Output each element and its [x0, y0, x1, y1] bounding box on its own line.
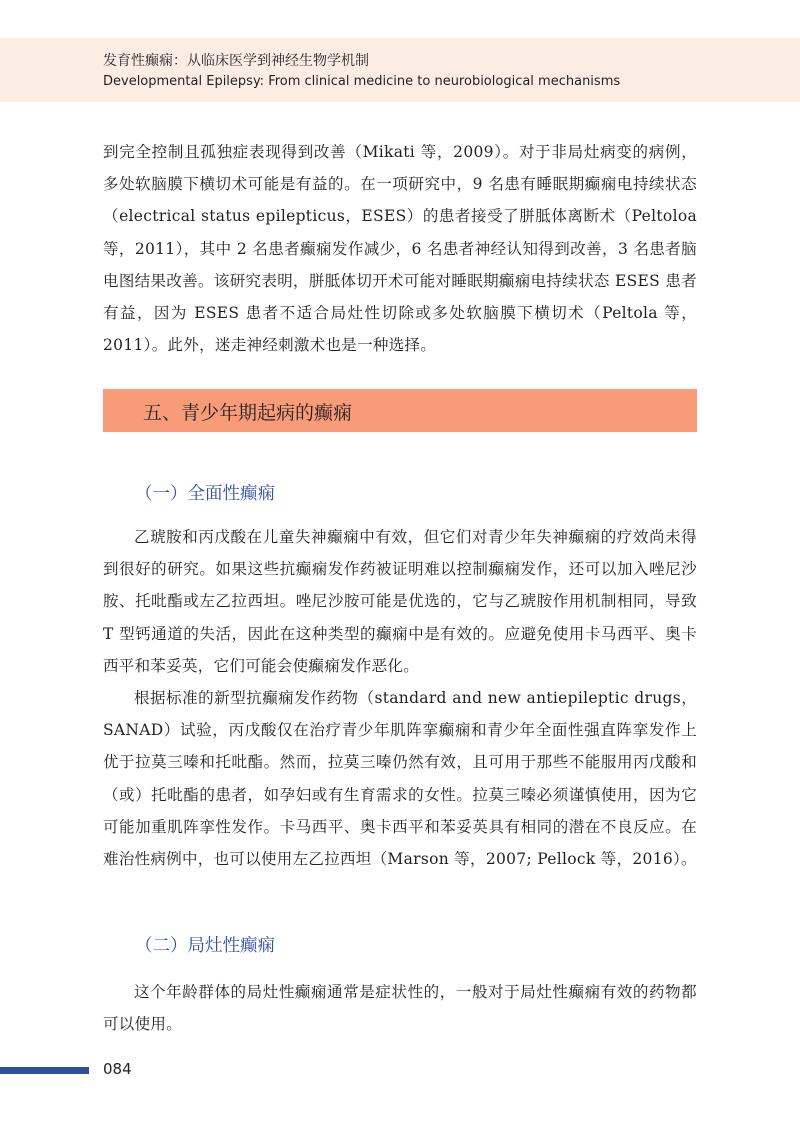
subsection-title-focal: （二）局灶性癫痫	[135, 936, 275, 956]
generalized-epilepsy-body	[103, 521, 697, 875]
section-title: 五、青少年期起病的癫痫	[143, 402, 353, 424]
subsection-title-generalized: （一）全面性癫痫	[135, 484, 275, 504]
body-paragraph: 这个年龄群体的局灶性癫痫通常是症状性的，一般对于局灶性癫痫有效的药物都可以使用。	[103, 983, 697, 1034]
header-title-chinese: 发育性癫痫：从临床医学到神经生物学机制	[103, 53, 369, 69]
header-title-english: Developmental Epilepsy: From clinical medicine to neurobiological mechanisms	[103, 74, 621, 89]
intro-block	[103, 136, 697, 361]
page-number: 084	[103, 1060, 132, 1078]
intro-paragraph: 到完全控制且孤独症表现得到改善（Mikati 等，2009）。对于非局灶病变的病例，多处软脑膜下横切术可能是有益的。在一项研究中，9 名患有睡眠期癫痫电持续状态（electrical status epilepticus，ESES）的患者接受了胼胝体离断术（Peltoloa 等，2011），其中 2 名患者癫痫发作减少，6 名患者神经认知得到改善，3 名患者脑电图结果改善。该研究表明，胼胝体切开术可能对睡眠期癫痫电持续状态 ESES 患者有益，因为 ESES 患者不适合局灶性切除或多处软脑膜下横切术（Peltola 等，2011）。此外，迷走神经刺激术也是一种选择。	[103, 143, 697, 355]
section-heading-bar	[103, 389, 697, 432]
focal-epilepsy-body	[103, 976, 697, 1040]
body-paragraph: 根据标准的新型抗癫痫发作药物（standard and new antiepileptic drugs，SANAD）试验，丙戊酸仅在治疗青少年肌阵挛癫痫和青少年全面性强直阵挛发作上优于拉莫三嗪和托吡酯。然而，拉莫三嗪仍然有效，且可用于那些不能服用丙戊酸和（或）托吡酯的患者，如孕妇或有生育需求的女性。拉莫三嗪必须谨慎使用，因为它可能加重肌阵挛性发作。卡马西平、奥卡西平和苯妥英具有相同的潜在不良反应。在难治性病例中，也可以使用左乙拉西坦（Marson 等，2007; Pellock 等，2016）。	[103, 689, 697, 869]
body-paragraph: 乙琥胺和丙戊酸在儿童失神癫痫中有效，但它们对青少年失神癫痫的疗效尚未得到很好的研究。如果这些抗癫痫发作药被证明难以控制癫痫发作，还可以加入唑尼沙胺、托吡酯或左乙拉西坦。唑尼沙胺可能是优选的，它与乙琥胺作用机制相同，导致 T 型钙通道的失活，因此在这种类型的癫痫中是有效的。应避免使用卡马西平、奥卡西平和苯妥英，它们可能会使癫痫发作恶化。	[103, 528, 697, 675]
running-header	[0, 38, 800, 102]
footer-accent-bar	[0, 1067, 89, 1074]
